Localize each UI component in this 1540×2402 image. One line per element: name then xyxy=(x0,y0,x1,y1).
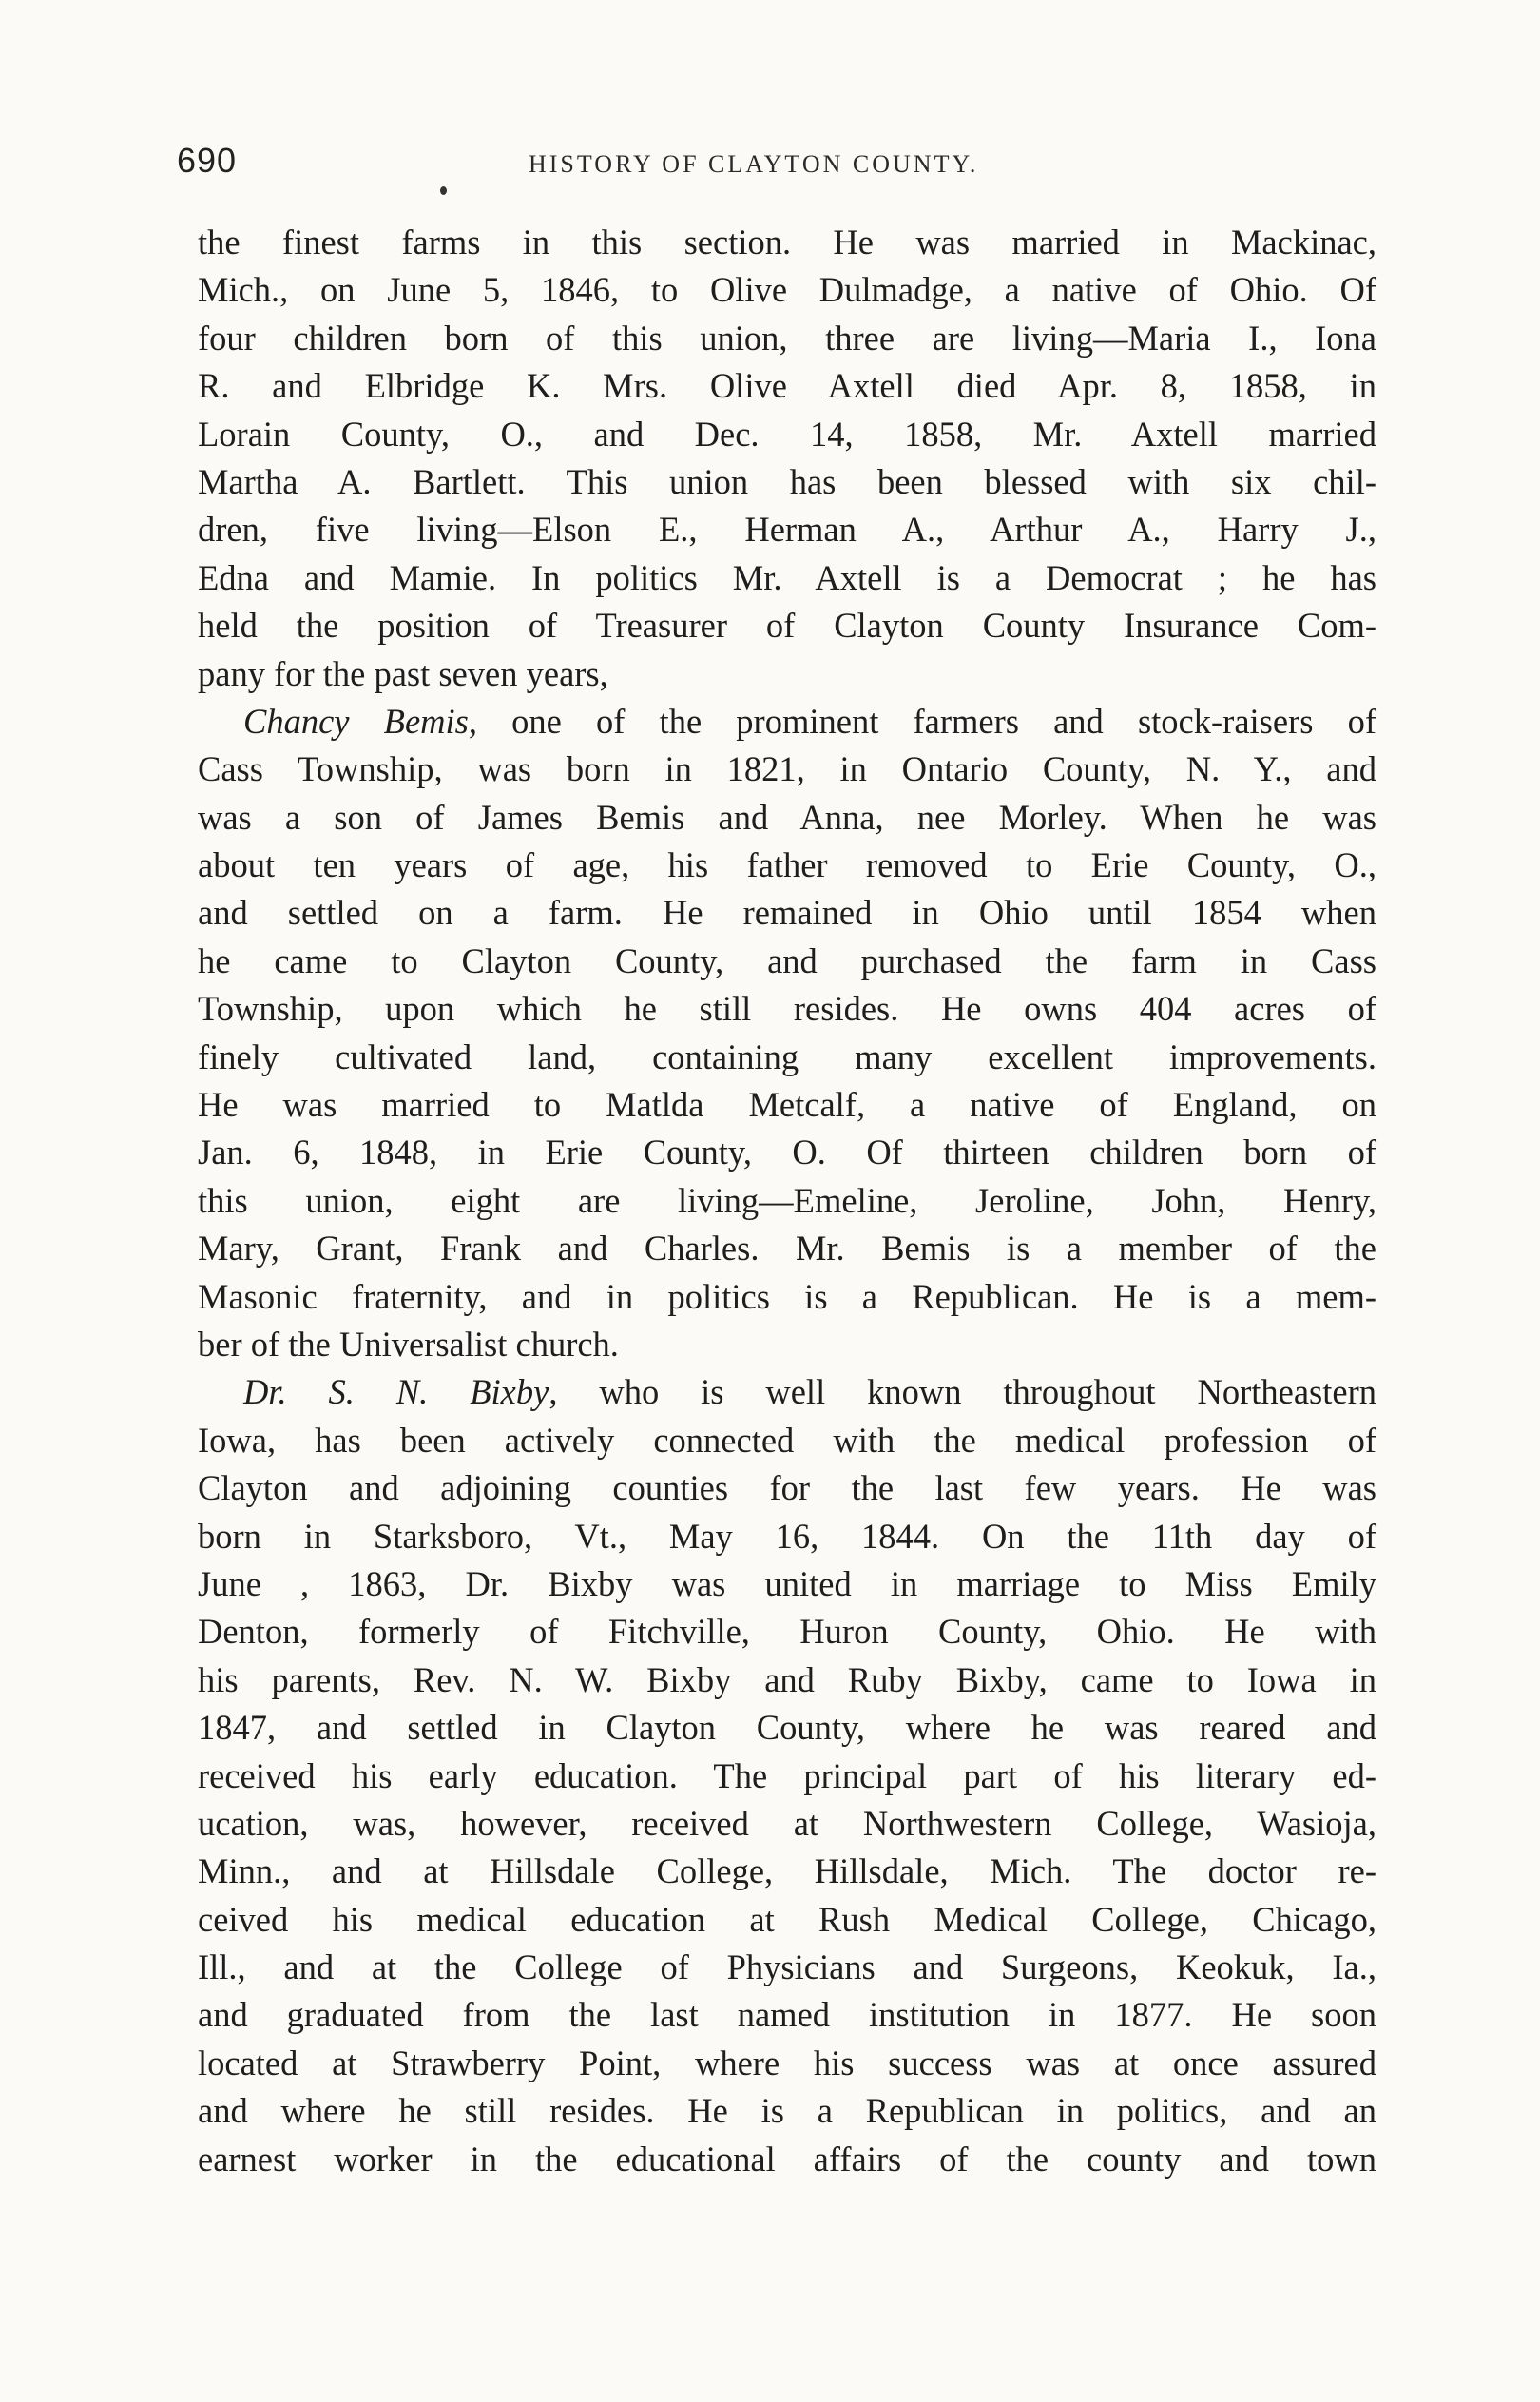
text-line: Cass Township, was born in 1821, in Ontario County, N. Y., and xyxy=(198,749,1376,789)
text-line-first xyxy=(198,698,1376,746)
text-line: this union, eight are living—Emeline, Jeroline, John, Henry, xyxy=(198,1180,1376,1220)
page-header xyxy=(177,141,1365,188)
text-line: Lorain County, O., and Dec. 14, 1858, Mr. Axtell married xyxy=(198,414,1376,454)
body-text xyxy=(198,219,1376,2183)
text-line: Martha A. Bartlett. This union has been blessed with six chil- xyxy=(198,461,1376,501)
text-line: and settled on a farm. He remained in Ohio until 1854 when xyxy=(198,893,1376,933)
text-line: and graduated from the last named institution in 1877. He soon xyxy=(198,1995,1376,2035)
text-line: and where he still resides. He is a Republican in politics, and an xyxy=(198,2091,1376,2131)
text-line-first xyxy=(198,1368,1376,1416)
text-line: R. and Elbridge K. Mrs. Olive Axtell died Apr. 8, 1858, in xyxy=(198,366,1376,406)
text-line: pany for the past seven years, xyxy=(198,653,608,693)
biography-name: Dr. S. N. Bixby xyxy=(243,1372,549,1412)
text-line: ceived his medical education at Rush Medical College, Chicago, xyxy=(198,1899,1376,1939)
text-line: Township, upon which he still resides. He owns 404 acres of xyxy=(198,989,1376,1029)
text-line: Iowa, has been actively connected with the medical profession of xyxy=(198,1420,1376,1460)
text-run: , who is well known throughout Northeastern xyxy=(549,1372,1376,1412)
text-line: Minn., and at Hillsdale College, Hillsdale, Mich. The doctor re- xyxy=(198,1851,1376,1891)
text-line: located at Strawberry Point, where his success was at once assured xyxy=(198,2043,1376,2082)
text-line: received his early education. The principal part of his literary ed- xyxy=(198,1755,1376,1795)
text-run: , one of the prominent farmers and stock-raisers of xyxy=(468,701,1376,741)
text-line: Clayton and adjoining counties for the last few years. He was xyxy=(198,1468,1376,1508)
text-line: dren, five living—Elson E., Herman A., Arthur A., Harry J., xyxy=(198,510,1376,550)
text-line: 1847, and settled in Clayton County, where he was reared and xyxy=(198,1708,1376,1748)
paragraph-bemis xyxy=(198,698,1376,1368)
text-line: he came to Clayton County, and purchased the farm in Cass xyxy=(198,940,1376,980)
text-line: held the position of Treasurer of Clayton County Insurance Com- xyxy=(198,606,1376,646)
text-line: Ill., and at the College of Physicians and Surgeons, Keokuk, Ia., xyxy=(198,1947,1376,1987)
text-line: finely cultivated land, containing many excellent improvements. xyxy=(198,1036,1376,1076)
text-line: ucation, was, however, received at Northwestern College, Wasioja, xyxy=(198,1803,1376,1843)
text-line: earnest worker in the educational affairs of the county and town xyxy=(198,2139,1376,2179)
paragraph-bixby xyxy=(198,1368,1376,2183)
text-line: born in Starksboro, Vt., May 16, 1844. On the 11th day of xyxy=(198,1516,1376,1556)
ink-speck xyxy=(440,186,447,195)
text-line: Edna and Mamie. In politics Mr. Axtell is a Democrat ; he has xyxy=(198,557,1376,597)
text-line: Mich., on June 5, 1846, to Olive Dulmadge, a native of Ohio. Of xyxy=(198,270,1376,310)
text-line: Jan. 6, 1848, in Erie County, O. Of thirteen children born of xyxy=(198,1133,1376,1172)
text-line: Masonic fraternity, and in politics is a Republican. He is a mem- xyxy=(198,1276,1376,1316)
page-number: 690 xyxy=(177,141,238,180)
text-line: the finest farms in this section. He was married in Mackinac, xyxy=(198,223,1376,262)
text-line: about ten years of age, his father removed to Erie County, O., xyxy=(198,845,1376,885)
running-head: HISTORY OF CLAYTON COUNTY. xyxy=(529,150,979,178)
text-line: He was married to Matlda Metcalf, a native of England, on xyxy=(198,1085,1376,1125)
text-line: Mary, Grant, Frank and Charles. Mr. Bemis is a member of the xyxy=(198,1229,1376,1269)
text-line: his parents, Rev. N. W. Bixby and Ruby Bixby, came to Iowa in xyxy=(198,1659,1376,1699)
text-line: Denton, formerly of Fitchville, Huron County, Ohio. He with xyxy=(198,1612,1376,1652)
text-line: was a son of James Bemis and Anna, nee Morley. When he was xyxy=(198,797,1376,837)
text-line: June , 1863, Dr. Bixby was united in marriage to Miss Emily xyxy=(198,1563,1376,1603)
text-line: four children born of this union, three are living—Maria I., Iona xyxy=(198,318,1376,358)
paragraph-axtell xyxy=(198,219,1376,698)
text-line: ber of the Universalist church. xyxy=(198,1324,619,1364)
biography-name: Chancy Bemis xyxy=(243,701,469,741)
